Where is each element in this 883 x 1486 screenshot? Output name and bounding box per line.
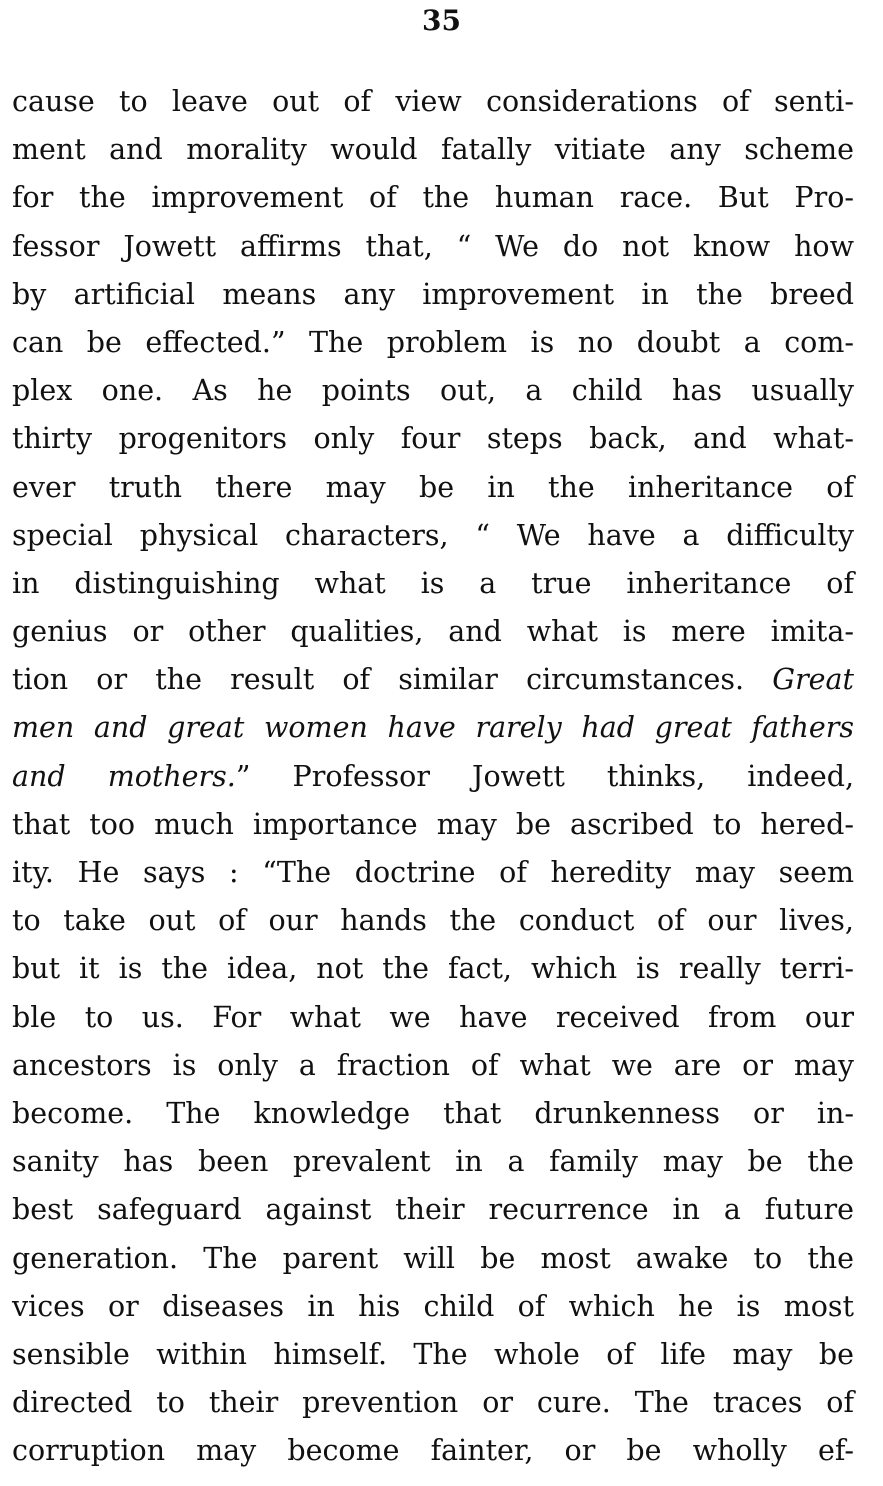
- page-number: 35: [422, 4, 461, 37]
- text-line-mixed: [12, 753, 854, 801]
- text-line: generation. The parent will be most awake to the: [12, 1241, 854, 1275]
- text-line: in distinguishing what is a true inheritance of: [12, 566, 854, 600]
- text-line: ancestors is only a fraction of what we are or may: [12, 1048, 854, 1082]
- body-text: [12, 78, 854, 1475]
- text-line: sanity has been prevalent in a family may be the: [12, 1145, 854, 1179]
- text-line: ever truth there may be in the inheritance of: [12, 470, 854, 504]
- text-segment: ” Professor Jowett thinks, indeed,: [235, 759, 854, 793]
- text-line: sensible within himself. The whole of life may be: [12, 1337, 854, 1371]
- text-line: genius or other qualities, and what is mere imita-: [12, 615, 854, 649]
- text-line: for the improvement of the human race. But Pro-: [12, 181, 854, 215]
- text-line: vices or diseases in his child of which he is most: [12, 1289, 854, 1323]
- text-line: thirty progenitors only four steps back, and what-: [12, 422, 854, 456]
- text-line: but it is the idea, not the fact, which is really terri-: [12, 952, 854, 986]
- italic-text-segment: Great: [772, 663, 854, 697]
- text-line: cause to leave out of view considerations of senti-: [12, 85, 854, 118]
- text-line: can be effected.” The problem is no doubt a com-: [12, 325, 854, 359]
- text-line: to take out of our hands the conduct of our lives,: [12, 904, 854, 938]
- text-segment: tion or the result of similar circumstances.: [12, 663, 745, 697]
- text-line-mixed: [12, 656, 854, 704]
- text-line: directed to their prevention or cure. The traces of: [12, 1386, 854, 1420]
- italic-text-segment: and mothers.: [12, 759, 236, 793]
- text-line: corruption may become fainter, or be wholly ef-: [12, 1434, 854, 1468]
- text-line: ble to us. For what we have received from our: [12, 1000, 854, 1034]
- text-line: that too much importance may be ascribed to hered-: [12, 807, 854, 841]
- text-line: by artificial means any improvement in the breed: [12, 277, 854, 311]
- text-line: ment and morality would fatally vitiate any scheme: [12, 133, 854, 167]
- text-line: ity. He says : “The doctrine of heredity may seem: [12, 856, 854, 889]
- text-line: become. The knowledge that drunkenness or in-: [12, 1096, 854, 1130]
- text-line: plex one. As he points out, a child has usually: [12, 374, 854, 408]
- text-line: fessor Jowett affirms that, “ We do not know how: [12, 229, 854, 263]
- text-line: special physical characters, “ We have a difficulty: [12, 518, 854, 552]
- text-line: best safeguard against their recurrence in a future: [12, 1193, 854, 1227]
- italic-text-line: men and great women have rarely had great fathers: [12, 711, 854, 745]
